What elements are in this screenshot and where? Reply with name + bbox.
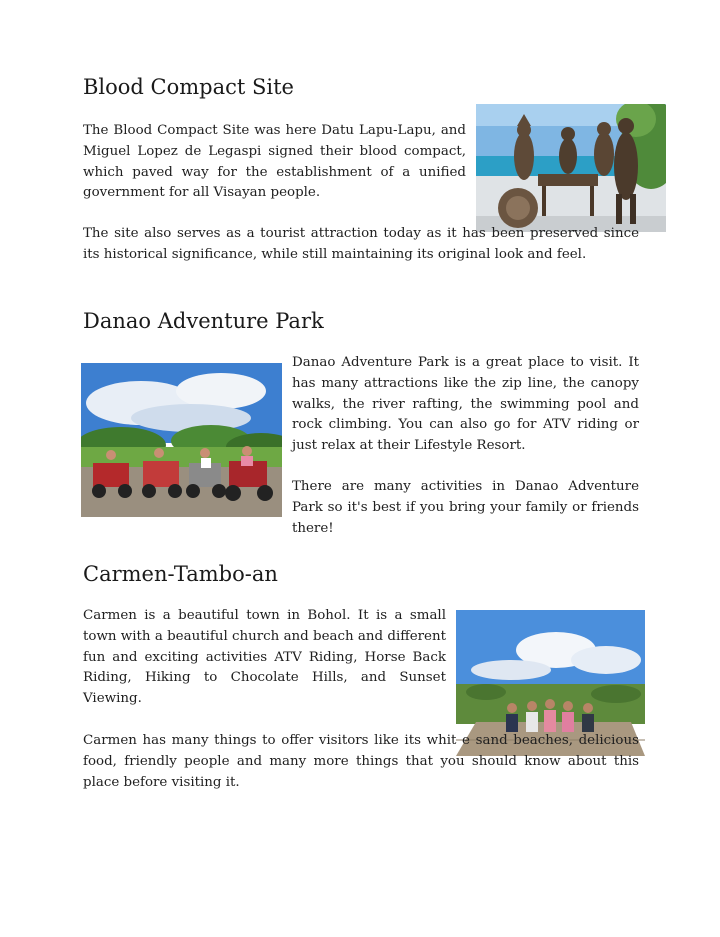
carmen-paragraph-1: Carmen is a beautiful town in Bohol. It is a small town with a beautiful church and beach and different fun and exciting activities ATV Riding, Horse Back Riding, Hiking to Chocolate Hills, and Sunset Viewing. [83,608,446,707]
carmen-paragraph-2: Carmen has many things to offer visitors like its whit e sand beaches, delicious food, friendly people and many more things that you should know about this place before visiting it. [83,733,639,790]
danao-paragraph-1: Danao Adventure Park is a great place to visit. It has many attractions like the zip line, the canopy walks, the river rafting, the swimming pool and rock climbing. You can also go for ATV riding or just relax at their Lifestyle Resort. [292,355,639,454]
blood-compact-statues-photo [476,104,666,232]
section-title-carmen: Carmen-Tambo-an [83,562,278,586]
danao-atv-group-photo [81,363,282,517]
danao-paragraph-2: There are many activities in Danao Adventure Park so it's best if you bring your family or friends there! [292,479,639,536]
blood-compact-paragraph-1: The Blood Compact Site was here Datu Lapu-Lapu, and Miguel Lopez de Legaspi signed their blood compact, which paved way for the establishment of a unified government for all Visayan people. [83,123,466,201]
blood-compact-paragraph-2 [83,224,639,266]
blood-compact-paragraph-2-text: The site also serves as a tourist attraction today as it has been preserved since its historical significance, while still maintaining its original look and feel. [83,226,639,262]
section-title-danao: Danao Adventure Park [83,309,324,333]
section-title-blood-compact: Blood Compact Site [83,75,294,99]
